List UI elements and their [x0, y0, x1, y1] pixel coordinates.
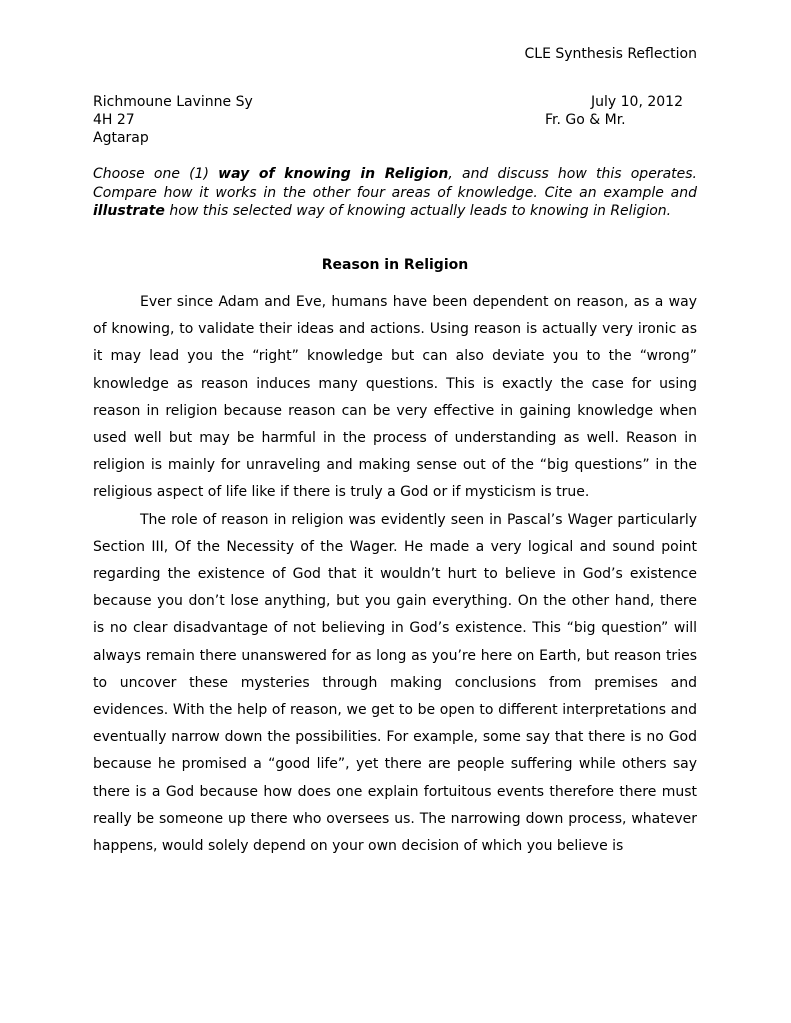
- essay-paragraph-1: Ever since Adam and Eve, humans have been dependent on reason, as a way of knowing, to validate their ideas and actions. Using reason is actually very ironic as it may lead you the “right” knowledge but can also deviate you to the “wrong” knowledge as reason induces many questions. This is exactly the case for using reason in religion because reason can be very effective in gaining knowledge when used well but may be harmful in the process of understanding as well. Reason in religion is mainly for unraveling and making sense out of the “big questions” in the religious aspect of life like if there is truly a God or if mysticism is true.: [93, 294, 697, 501]
- document-date: July 10, 2012: [591, 94, 683, 110]
- class-section: 4H 27: [93, 112, 135, 128]
- info-row-name: [93, 93, 697, 111]
- info-row-section: [93, 111, 697, 129]
- prompt-text-3: how this selected way of knowing actually leads to knowing in Religion.: [164, 203, 672, 219]
- teacher-names-continued: Agtarap: [93, 130, 149, 146]
- essay-paragraph-2: The role of reason in religion was evidently seen in Pascal’s Wager particularly Section III, Of the Necessity of the Wager. He made a very logical and sound point regarding the existence of God that it wouldn’t hurt to believe in God’s existence because you don’t lose anything, but you gain everything. On the other hand, there is no clear disadvantage of not believing in God’s existence. This “big question” will always remain there unanswered for as long as you’re here on Earth, but reason tries to uncover these mysteries through making conclusions from premises and evidences. With the help of reason, we get to be open to different interpretations and eventually narrow down the possibilities. For example, some say that there is no God because he promised a “good life”, yet there are people suffering while others say there is a God because how does one explain fortuitous events therefore there must really be someone up there who oversees us. The narrowing down process, whatever happens, would solely depend on your own decision of which you believe is: [93, 511, 697, 855]
- essay-body: [93, 289, 697, 860]
- essay-prompt: [93, 165, 697, 221]
- prompt-emphasis-way-of-knowing: way of knowing in Religion: [218, 166, 449, 182]
- document-page: [93, 0, 697, 1023]
- student-info-block: [93, 93, 697, 147]
- prompt-text-2: , and discuss how this operates. Compare how it works in the other four areas of knowledge. Cite an example and: [93, 166, 697, 201]
- student-name: Richmoune Lavinne Sy: [93, 94, 253, 110]
- teacher-names: Fr. Go & Mr.: [545, 112, 626, 128]
- essay-title: Reason in Religion: [321, 257, 469, 273]
- info-row-teacher-cont: [93, 129, 697, 147]
- running-header: CLE Synthesis Reflection: [524, 46, 697, 62]
- prompt-emphasis-illustrate: illustrate: [93, 203, 165, 219]
- prompt-text-1: Choose one (1): [93, 166, 219, 182]
